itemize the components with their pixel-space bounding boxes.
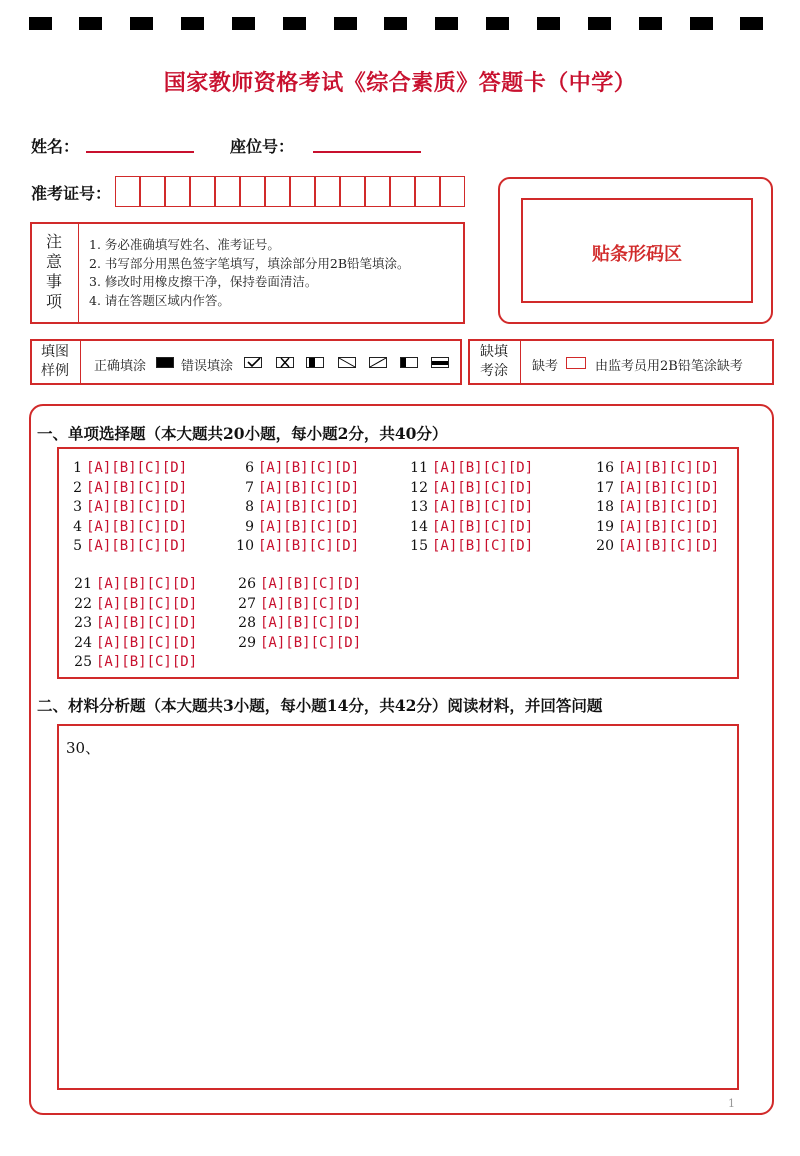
absent-heading-line: 缺填 (480, 344, 508, 360)
choice-question[interactable] (70, 614, 197, 634)
notice-line: 4. 请在答题区域内作答。 (89, 292, 230, 308)
barcode-label: 贴条形码区 (592, 244, 682, 265)
absent-heading-line: 考涂 (480, 363, 508, 379)
question-number: 16 (596, 460, 614, 476)
timing-mark (232, 17, 255, 30)
question-number: 22 (74, 595, 92, 612)
wrong-check-sample (244, 357, 262, 368)
question-number: 14 (410, 518, 428, 535)
answer-options[interactable]: [A][B][C][D] (260, 595, 362, 612)
question-number: 19 (596, 518, 614, 535)
section2-title: 二、材料分析题（本大题共3小题，每小题14分，共42分）阅读材料，并回答问题 (37, 696, 603, 715)
exam-id-digit-cell[interactable] (365, 176, 390, 207)
notice-line: 1. 务必准确填写姓名、准考证号。 (89, 237, 280, 252)
answer-options[interactable]: [A][B][C][D] (618, 499, 720, 515)
answer-options[interactable]: [A][B][C][D] (258, 518, 360, 535)
choice-question[interactable] (70, 634, 197, 654)
answer-options[interactable]: [A][B][C][D] (618, 538, 720, 554)
question-number: 3 (73, 499, 82, 515)
choice-question[interactable] (232, 459, 359, 479)
wrong-fill-label: 错误填涂 (181, 359, 234, 374)
timing-mark (283, 17, 306, 30)
correct-fill-sample (156, 357, 174, 368)
absent-checkbox[interactable] (566, 357, 586, 369)
answer-options[interactable]: [A][B][C][D] (258, 499, 360, 515)
answer-options[interactable]: [A][B][C][D] (86, 479, 188, 496)
name-label: 姓名： (31, 137, 80, 156)
wrong-slash-sample (338, 357, 356, 368)
answer-options[interactable]: [A][B][C][D] (96, 595, 198, 612)
choice-question[interactable] (592, 537, 719, 557)
choice-question[interactable] (406, 537, 533, 557)
choice-question[interactable] (406, 498, 533, 518)
choice-question[interactable] (70, 653, 197, 673)
choice-question[interactable] (60, 518, 187, 538)
exam-id-digit-cell[interactable] (315, 176, 340, 207)
choice-question[interactable] (232, 537, 359, 557)
wrong-middle-sample (431, 357, 449, 368)
material-answer-box[interactable] (57, 724, 739, 1090)
answer-options[interactable]: [A][B][C][D] (260, 576, 362, 592)
question-number: 13 (410, 499, 428, 515)
question-number: 20 (596, 538, 614, 554)
answer-options[interactable]: [A][B][C][D] (432, 460, 534, 476)
fill-example-heading (30, 343, 80, 381)
wrong-slash2-sample (369, 357, 387, 368)
check-mark-icon (244, 357, 262, 368)
choice-question[interactable] (234, 614, 361, 634)
exam-id-digit-cell[interactable] (240, 176, 265, 207)
answer-options[interactable]: [A][B][C][D] (260, 615, 362, 631)
absent-label: 缺考 (532, 359, 559, 374)
exam-id-digit-cell[interactable] (390, 176, 415, 207)
choice-question[interactable] (406, 459, 533, 479)
answer-options[interactable]: [A][B][C][D] (258, 479, 360, 496)
notice-lines (89, 236, 410, 310)
choice-question[interactable] (234, 575, 361, 595)
question-number: 5 (73, 538, 82, 554)
answer-options[interactable]: [A][B][C][D] (618, 518, 720, 535)
answer-options[interactable]: [A][B][C][D] (432, 538, 534, 554)
page-title: 国家教师资格考试《综合素质》答题卡（中学） (163, 70, 637, 96)
seat-label: 座位号： (230, 137, 295, 156)
question-number: 29 (238, 634, 256, 651)
exam-id-digit-cell[interactable] (290, 176, 315, 207)
middle-fill-block (432, 361, 448, 365)
choice-question[interactable] (70, 575, 197, 595)
choice-question[interactable] (60, 459, 187, 479)
timing-mark (435, 17, 458, 30)
notice-heading-char: 注 (45, 232, 62, 251)
correct-fill-label: 正确填涂 (94, 359, 147, 374)
seat-field[interactable] (313, 151, 421, 153)
choice-question[interactable] (234, 634, 361, 654)
question-number: 7 (245, 479, 254, 496)
answer-options[interactable]: [A][B][C][D] (432, 518, 534, 535)
timing-mark (639, 17, 662, 30)
timing-mark (537, 17, 560, 30)
timing-mark (79, 17, 102, 30)
answer-options[interactable]: [A][B][C][D] (96, 615, 198, 631)
question-number: 1 (73, 460, 82, 476)
question-number: 4 (73, 518, 82, 535)
answer-options[interactable]: [A][B][C][D] (618, 479, 720, 496)
question-number: 27 (238, 595, 256, 612)
answer-options[interactable]: [A][B][C][D] (96, 634, 198, 651)
notice-line: 2. 书写部分用黑色签字笔填写，填涂部分用2B铅笔填涂。 (89, 255, 410, 271)
fill-example-divider (80, 341, 81, 383)
exam-id-digit-cell[interactable] (190, 176, 215, 207)
choice-question[interactable] (592, 518, 719, 538)
question-number: 11 (410, 460, 428, 476)
choice-question[interactable] (232, 498, 359, 518)
answer-options[interactable]: [A][B][C][D] (86, 460, 188, 476)
exam-id-digit-cell[interactable] (165, 176, 190, 207)
answer-options[interactable]: [A][B][C][D] (86, 518, 188, 535)
absent-divider (520, 341, 521, 383)
question-number: 21 (74, 576, 92, 592)
question-number: 25 (74, 654, 92, 670)
answer-options[interactable]: [A][B][C][D] (86, 538, 188, 554)
question-number: 28 (238, 615, 256, 631)
question-30-label: 30、 (66, 739, 101, 757)
exam-id-digit-cell[interactable] (440, 176, 465, 207)
question-number: 2 (73, 479, 82, 496)
fill-example-heading-line: 填图 (41, 344, 69, 360)
fill-example-heading-line: 样例 (41, 363, 69, 379)
choice-question[interactable] (232, 479, 359, 499)
notice-heading-char: 事 (45, 272, 62, 291)
question-number: 8 (245, 499, 254, 515)
answer-options[interactable]: [A][B][C][D] (96, 654, 198, 670)
timing-mark (130, 17, 153, 30)
question-number: 15 (410, 538, 428, 554)
answer-options[interactable]: [A][B][C][D] (258, 538, 360, 554)
question-number: 24 (74, 634, 92, 651)
exam-id-digit-cell[interactable] (340, 176, 365, 207)
wrong-cross-sample (276, 357, 294, 368)
choice-question[interactable] (406, 518, 533, 538)
exam-id-digit-cell[interactable] (415, 176, 440, 207)
exam-id-digit-cell[interactable] (140, 176, 165, 207)
wrong-left-sample (400, 357, 418, 368)
left-fill-block (401, 358, 406, 367)
choice-question[interactable] (406, 479, 533, 499)
answer-options[interactable]: [A][B][C][D] (86, 499, 188, 515)
notice-heading (30, 232, 78, 312)
choice-question[interactable] (232, 518, 359, 538)
exam-id-digit-cell[interactable] (215, 176, 240, 207)
cross-mark-icon (276, 357, 294, 368)
answer-options[interactable]: [A][B][C][D] (432, 479, 534, 496)
question-number: 12 (410, 479, 428, 496)
section1-title: 一、单项选择题（本大题共20小题，每小题2分，共40分） (37, 424, 448, 443)
answer-options[interactable]: [A][B][C][D] (96, 576, 198, 592)
timing-mark (29, 17, 52, 30)
exam-id-label: 准考证号： (31, 184, 112, 203)
question-number: 17 (596, 479, 614, 496)
timing-mark (334, 17, 357, 30)
question-number: 9 (245, 518, 254, 535)
notice-heading-char: 项 (45, 292, 62, 311)
question-number: 10 (236, 538, 254, 554)
choice-question[interactable] (60, 498, 187, 518)
choice-question[interactable] (234, 595, 361, 615)
timing-mark (486, 17, 509, 30)
notice-heading-char: 意 (45, 252, 62, 271)
backslash-icon (338, 357, 356, 368)
answer-options[interactable]: [A][B][C][D] (432, 499, 534, 515)
half-fill-block (309, 358, 315, 367)
notice-line: 3. 修改时用橡皮擦干净，保持卷面清洁。 (89, 274, 318, 289)
answer-options[interactable]: [A][B][C][D] (260, 634, 362, 651)
answer-options[interactable]: [A][B][C][D] (258, 460, 360, 476)
name-field[interactable] (86, 151, 194, 153)
wrong-half-sample (306, 357, 324, 368)
choice-question[interactable] (60, 537, 187, 557)
exam-id-digit-cell[interactable] (265, 176, 290, 207)
choice-question[interactable] (592, 459, 719, 479)
question-number: 6 (245, 460, 254, 476)
choice-question[interactable] (60, 479, 187, 499)
absent-note: 由监考员用2B铅笔涂缺考 (595, 359, 743, 374)
exam-id-digit-cell[interactable] (115, 176, 140, 207)
timing-mark (690, 17, 713, 30)
answer-options[interactable]: [A][B][C][D] (618, 460, 720, 476)
choice-question[interactable] (70, 595, 197, 615)
timing-mark (384, 17, 407, 30)
timing-mark (588, 17, 611, 30)
slash-icon (369, 357, 387, 368)
timing-mark (181, 17, 204, 30)
page-number: 1 (728, 1097, 735, 1110)
question-number: 23 (74, 615, 92, 631)
absent-heading (468, 343, 520, 381)
question-number: 18 (596, 499, 614, 515)
notice-divider (78, 224, 79, 322)
choice-question[interactable] (592, 498, 719, 518)
timing-mark (740, 17, 763, 30)
question-number: 26 (238, 576, 256, 592)
choice-question[interactable] (592, 479, 719, 499)
